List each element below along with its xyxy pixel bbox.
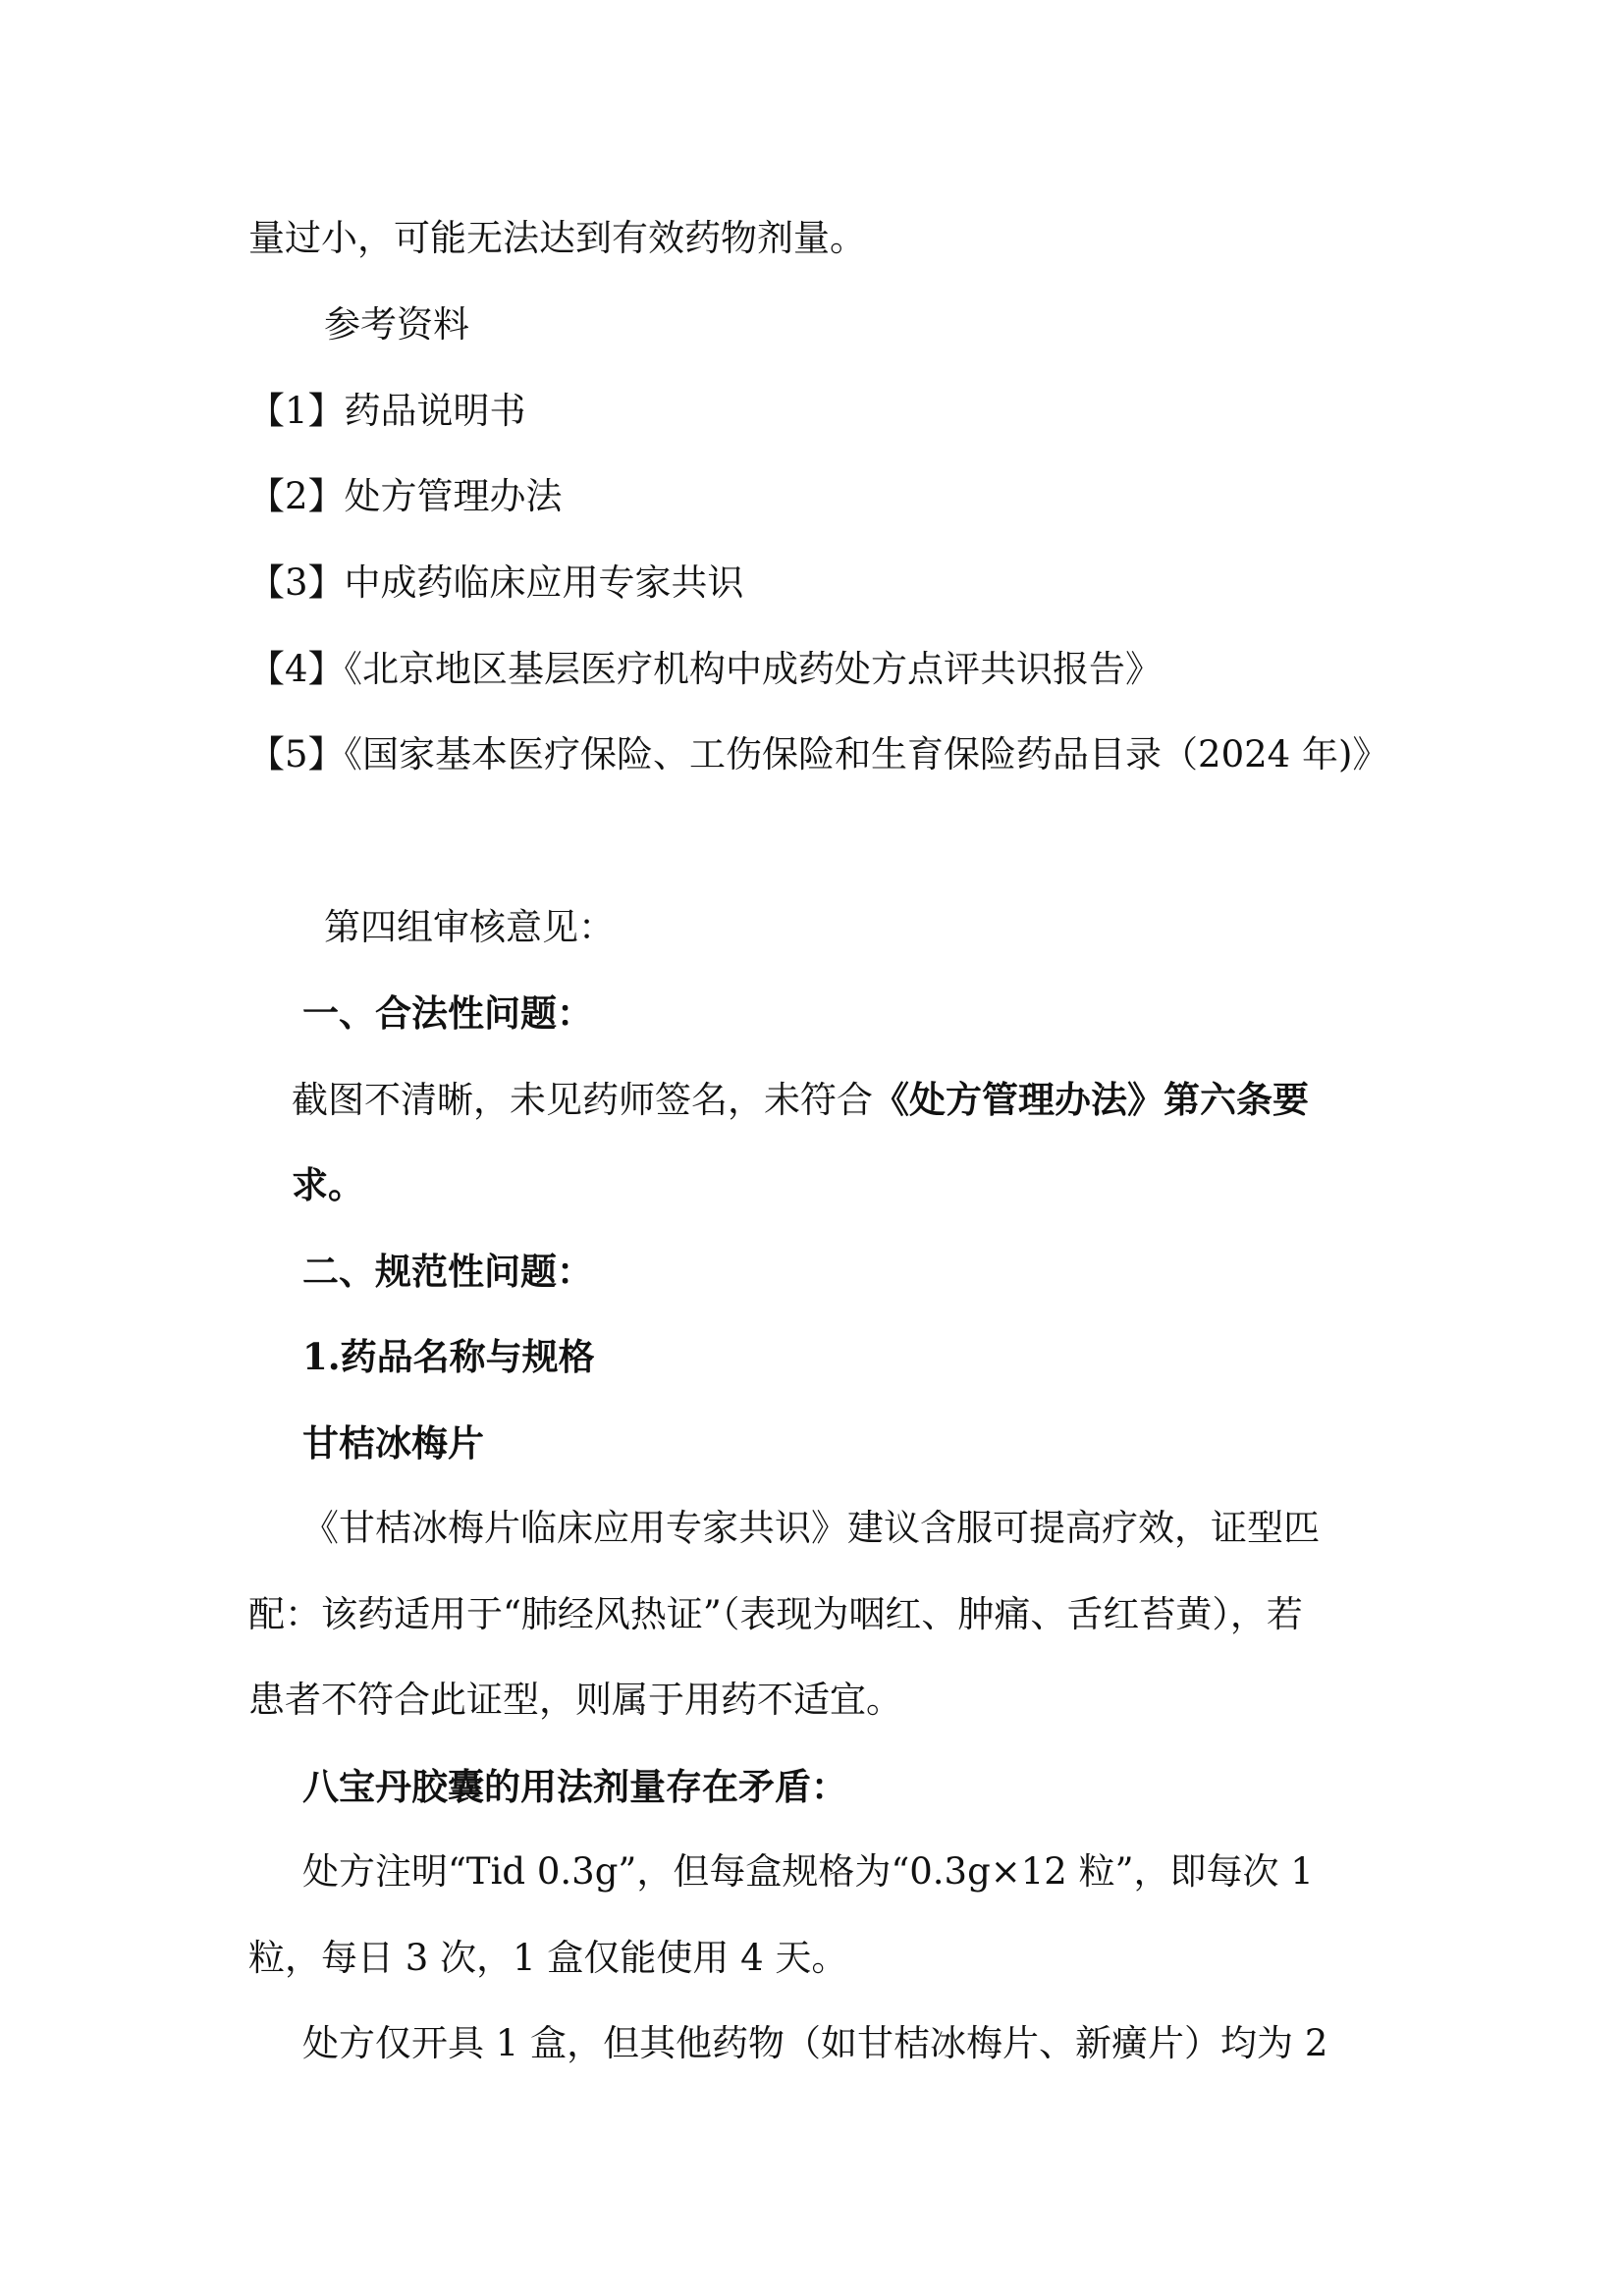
reference-item-2: 【2】处方管理办法 xyxy=(248,475,563,517)
drug-1-name: 甘桔冰梅片 xyxy=(302,1421,484,1465)
drug-2-para-1-line-1: 处方注明“Tid 0.3g”，但每盒规格为“0.3g×12 粒”，即每次 1 xyxy=(302,1850,1314,1893)
standards-heading: 二、规范性问题： xyxy=(302,1250,593,1293)
legality-heading: 一、合法性问题： xyxy=(302,991,593,1035)
reference-item-4: 【4】《北京地区基层医疗机构中成药处方点评共识报告》 xyxy=(248,648,1163,690)
drug-2-para-1-line-2: 粒，每日 3 次，1 盒仅能使用 4 天。 xyxy=(248,1937,848,1979)
continuation-text: 量过小，可能无法达到有效药物剂量。 xyxy=(248,217,866,259)
reference-item-3: 【3】中成药临床应用专家共识 xyxy=(248,561,744,604)
legality-line-1-bold: 《处方管理办法》第六条要 xyxy=(873,1078,1309,1121)
reference-item-1: 【1】药品说明书 xyxy=(248,390,526,432)
standards-subheading: 1.药品名称与规格 xyxy=(302,1335,595,1378)
reference-item-5: 【5】《国家基本医疗保险、工伤保险和生育保险药品目录（2024 年)》 xyxy=(248,733,1389,775)
legality-line-2: 求。 xyxy=(292,1163,364,1206)
references-heading: 参考资料 xyxy=(324,303,469,346)
review-heading: 第四组审核意见： xyxy=(324,906,615,948)
drug-1-line-2: 配：该药适用于“肺经风热证”（表现为咽红、肿痛、舌红苔黄），若 xyxy=(248,1593,1303,1635)
legality-line-1-plain: 截图不清晰，未见药师签名，未符合 xyxy=(292,1079,873,1121)
drug-2-heading: 八宝丹胶囊的用法剂量存在矛盾： xyxy=(302,1765,847,1808)
legality-line-1 xyxy=(292,1075,1309,1125)
drug-1-line-1: 《甘桔冰梅片临床应用专家共识》建议含服可提高疗效，证型匹 xyxy=(302,1507,1320,1549)
drug-2-para-2-line-1: 处方仅开具 1 盒，但其他药物（如甘桔冰梅片、新癀片）均为 2 xyxy=(302,2022,1328,2064)
drug-1-line-3: 患者不符合此证型，则属于用药不适宜。 xyxy=(248,1679,902,1721)
